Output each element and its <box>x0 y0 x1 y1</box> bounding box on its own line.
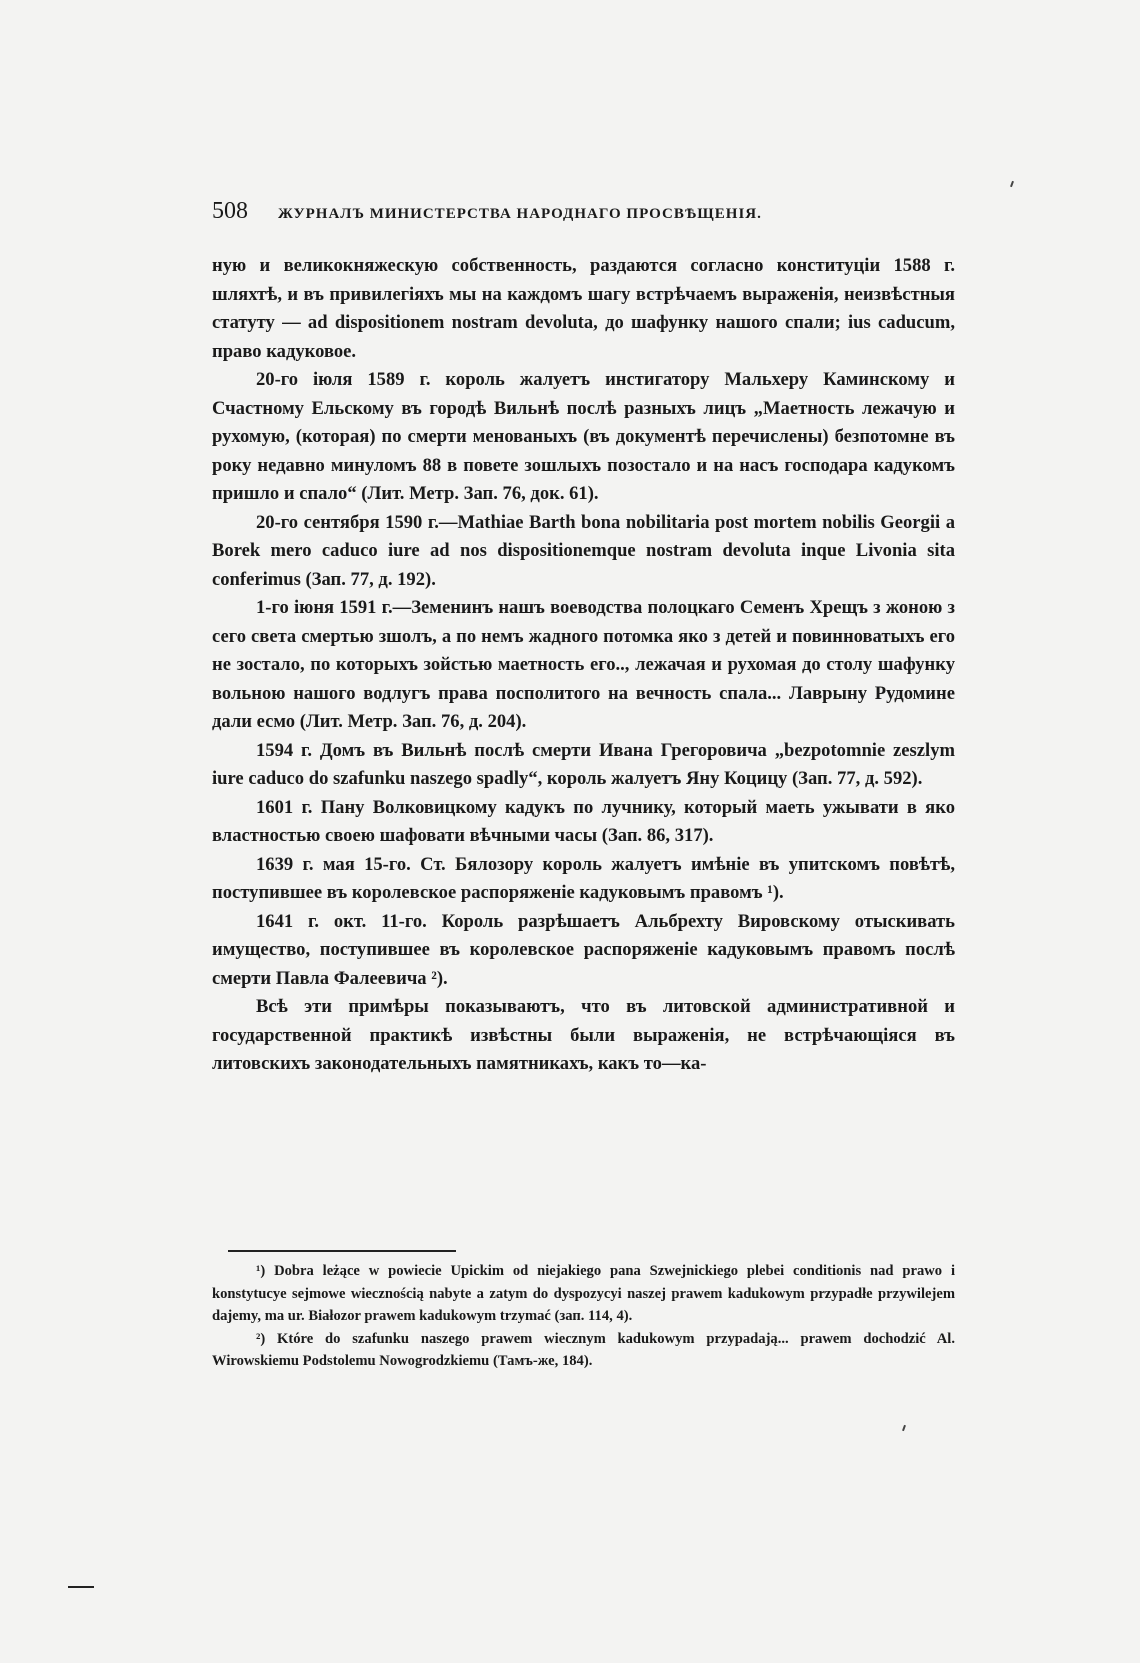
paragraph: 1601 г. Пану Волковицкому кадукъ по лучнику, который маеть ужывати в яко властностью своею шафовати вѣчными часы (Зап. 86, 317). <box>212 796 955 846</box>
paragraph: 1639 г. мая 15-го. Ст. Бялозору король жалуетъ имѣніе въ упитскомъ повѣтѣ, поступившее въ королевское распоряженіе кадуковымъ правомъ ¹). <box>212 853 955 903</box>
footnote-separator <box>228 1250 456 1252</box>
paragraph: 1641 г. окт. 11-го. Король разрѣшаетъ Альбрехту Вировскому отыскивать имущество, поступившее въ королевское распоряженіе кадуковымъ правомъ послѣ смерти Павла Фалеевича ²). <box>212 910 955 989</box>
print-speck <box>902 1425 906 1431</box>
paragraph: 1594 г. Домъ въ Вильнѣ послѣ смерти Ивана Грегоровича „bezpotomnie zeszlym iure caduco do szafunku naszego spadly“, король жалуетъ Яну Коцицу (Зап. 77, д. 592). <box>212 739 955 789</box>
footnotes <box>212 1260 955 1373</box>
journal-title: ЖУРНАЛЪ МИНИСТЕРСТВА НАРОДНАГО ПРОСВѢЩЕНІЯ. <box>278 206 762 222</box>
main-text <box>212 252 955 1079</box>
paragraph: ную и великокняжескую собственность, раздаются согласно конституціи 1588 г. шляхтѣ, и въ привилегіяхъ мы на каждомъ шагу встрѣчаемъ выраженія, неизвѣстныя статуту — ad dispositionem nostram devoluta, до шафунку нашого спали; ius caducum, право кадуковое. <box>212 255 955 362</box>
running-header <box>212 198 948 225</box>
paragraph: Всѣ эти примѣры показываютъ, что въ литовской административной и государственной практикѣ извѣстны были выраженія, не встрѣчающіяся въ литовскихъ законодательныхъ памятникахъ, какъ то—ка- <box>212 996 955 1074</box>
page-number: 508 <box>212 198 248 224</box>
paragraph: 1-го іюня 1591 г.—Земенинъ нашъ воеводства полоцкаго Семенъ Хрещъ з жоною з сего света смертью зшолъ, а по немъ жадного потомка яко з детей и повинноватыхъ его не зостало, по которыхъ зойстью маетность его.., лежачая и рухомая до столу шафунку вольною нашого водлугъ права посполитого на вечность спала... Лаврыну Рудомине дали есмо (Лит. Метр. Зап. 76, д. 204). <box>212 597 955 732</box>
footnote: ¹) Dobra leżące w powiecie Upickim od niejakiego pana Szwejnickiego plebei conditionis nad prawo i konstytucye sejmowe wiecznością nabyte a zatym do dyspozycyi naszej prawem kadukowym przypadłe przywilejem dajemy, ma ur. Białozor prawem kadukowym trzymać (зап. 114, 4). <box>212 1263 955 1325</box>
footnote: ²) Które do szafunku naszego prawem wiecznym kadukowym przypadają... prawem dochodzić Al. Wirowskiemu Podstolemu Nowogrodzkiemu (Тамъ-же, 184). <box>212 1330 955 1370</box>
paragraph: 20-го сентября 1590 г.—Mathiae Barth bona nobilitaria post mortem nobilis Georgii a Borek mero caduco iure ad nos dispositionemque nostram devoluta inque Livonia sita conferimus (Зап. 77, д. 192). <box>212 511 955 590</box>
print-speck <box>1010 181 1014 187</box>
paragraph: 20-го іюля 1589 г. король жалуетъ инстигатору Мальхеру Каминскому и Счастному Ельскому въ городѣ Вильнѣ послѣ разныхъ лицъ „Маетность лежачую и рухомую, (которая) по смерти менованыхъ (въ документѣ перечислены) безпотомне въ року недавно минуломъ 88 в повете зошлыхъ позостало и на насъ господара кадукомъ пришло и спало“ (Лит. Метр. Зап. 76, док. 61). <box>212 369 955 504</box>
margin-mark <box>68 1586 94 1588</box>
